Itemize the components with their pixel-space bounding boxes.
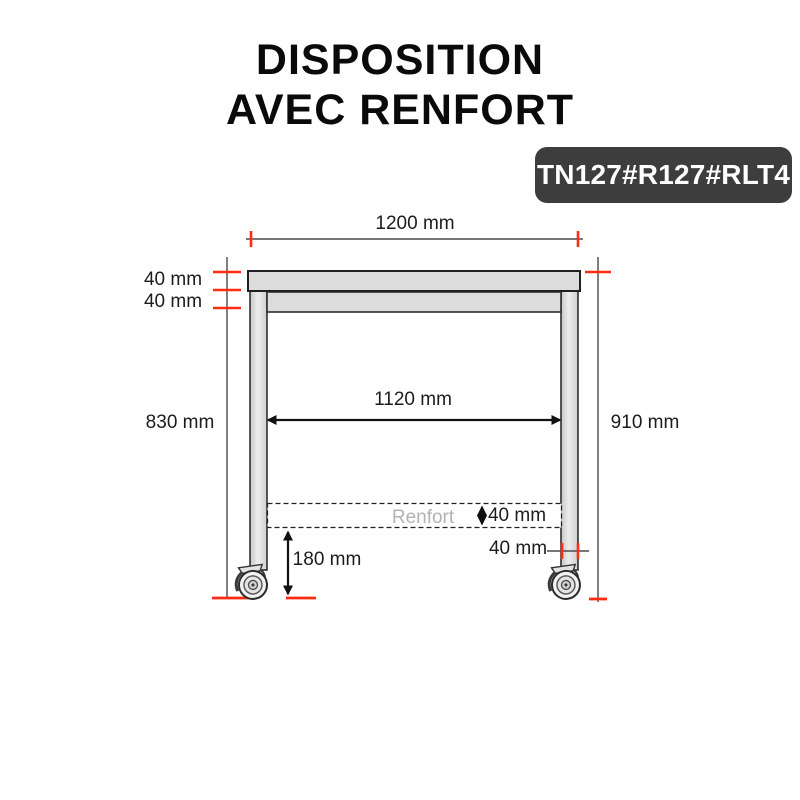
product-code-label: TN127#R127#RLT4	[536, 159, 791, 190]
label-top-width: 1200 mm	[375, 213, 455, 234]
label-leg-width: 40 mm	[488, 538, 548, 559]
label-renfort: Renfort	[391, 507, 455, 528]
table-frame-rail	[267, 292, 561, 312]
page-title-line1: DISPOSITION	[255, 36, 545, 84]
label-left-height: 830 mm	[145, 412, 215, 433]
label-top-thickness: 40 mm	[143, 269, 203, 290]
table-leg-left	[250, 291, 267, 570]
label-renfort-thickness: 40 mm	[487, 505, 547, 526]
label-frame-height: 40 mm	[143, 291, 203, 312]
table-leg-right	[561, 291, 578, 570]
label-right-height: 910 mm	[610, 412, 680, 433]
label-ground-clearance: 180 mm	[292, 549, 362, 570]
label-inner-width: 1120 mm	[374, 389, 452, 410]
table-top	[248, 271, 580, 291]
page-title-line2: AVEC RENFORT	[225, 85, 575, 134]
